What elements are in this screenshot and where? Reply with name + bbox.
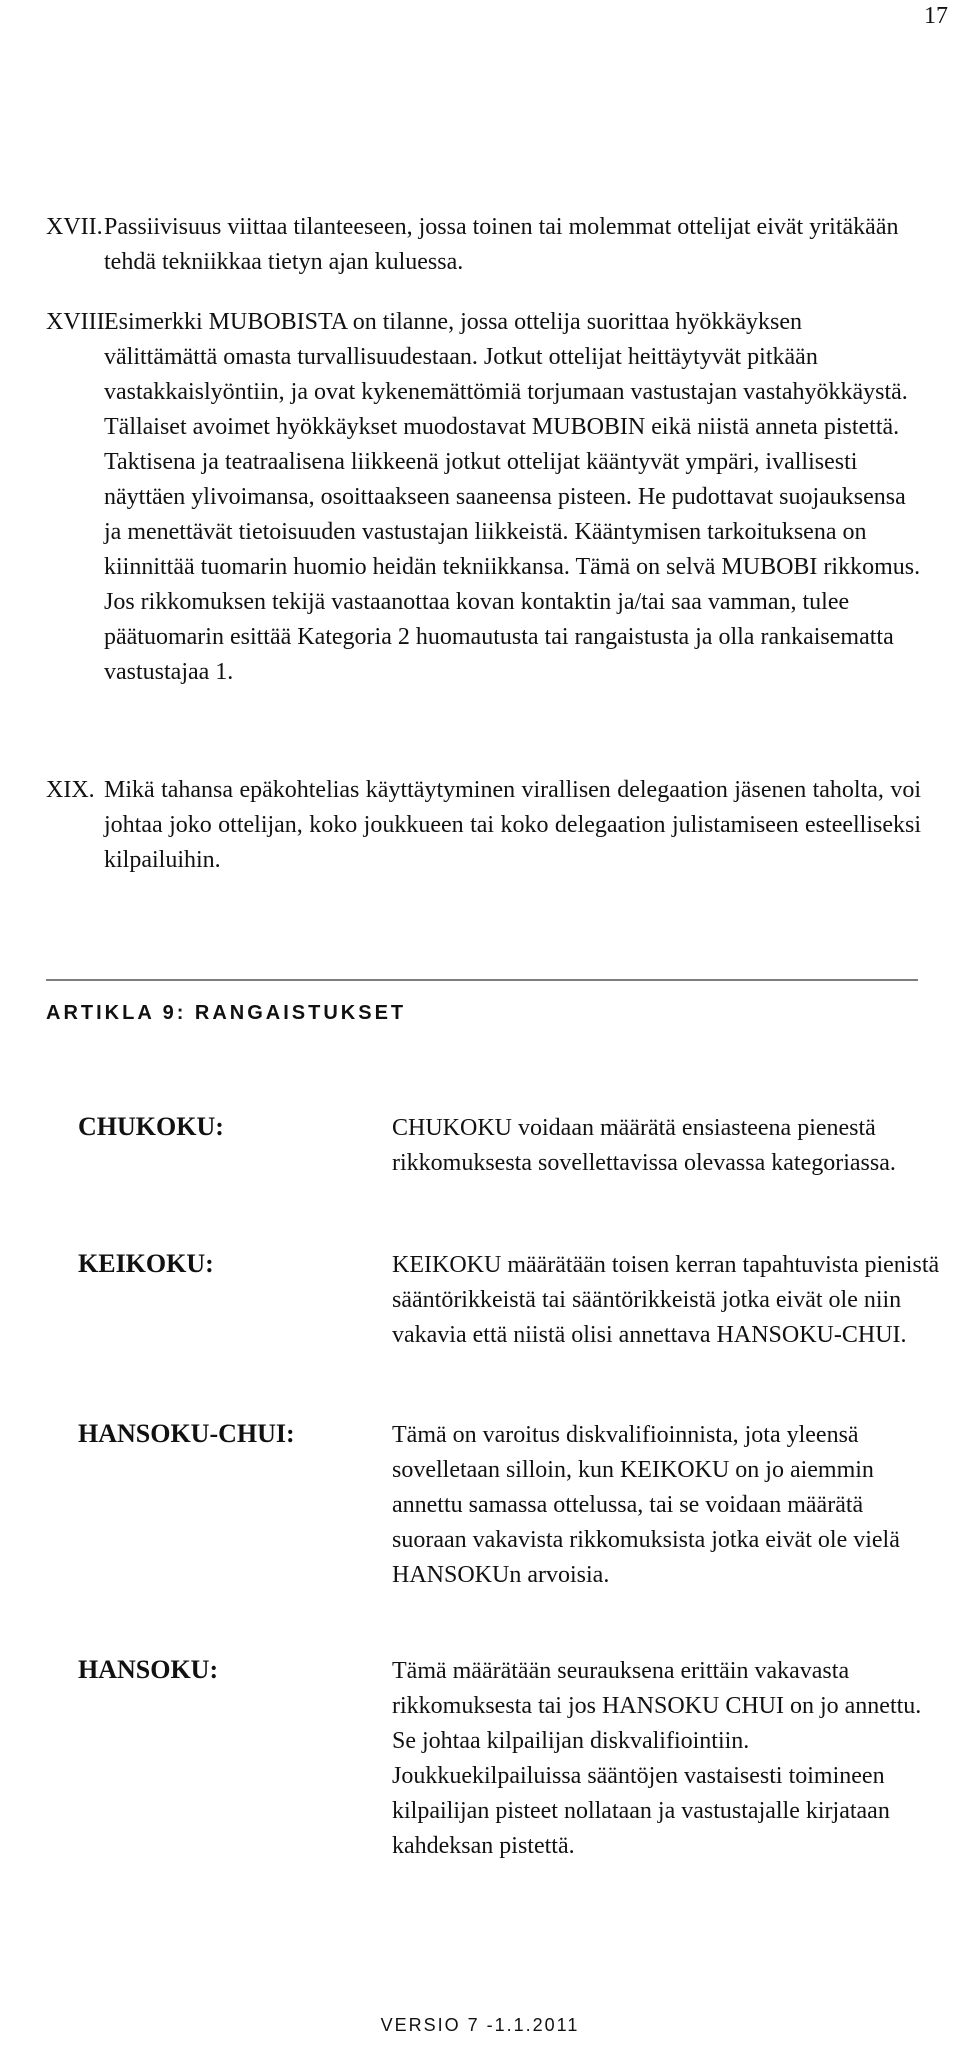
penalty-term-chukoku: CHUKOKU: <box>78 1112 224 1141</box>
penalty-description-chukoku: CHUKOKU voidaan määrätä ensiasteena pienestä rikkomuksesta sovellettavissa olevassa kategoriassa. <box>392 1115 896 1176</box>
rule-item-number: XIX. <box>46 777 95 803</box>
rule-item-number: XVIII. <box>46 309 111 335</box>
page-footer: VERSIO 7 -1.1.2011 <box>380 2015 580 2035</box>
rule-item-xix <box>46 773 926 878</box>
rule-item-xviii <box>46 305 926 740</box>
article-heading: ARTIKLA 9: RANGAISTUKSET <box>46 1002 407 1024</box>
rule-item-text: Mikä tahansa epäkohtelias käyttäytyminen virallisen delegaation jäsenen taholta, voi johtaa joko ottelijan, koko joukkueen tai koko delegaation julistamiseen esteelliseksi kilpailuihin. <box>104 777 921 873</box>
penalty-term-keikoku: KEIKOKU: <box>78 1249 214 1278</box>
penalty-description-hansoku: Tämä määrätään seurauksena erittäin vakavasta rikkomuksesta tai jos HANSOKU CHUI on jo annettu. Se johtaa kilpailijan diskvalifiointiin. Joukkuekilpailuissa sääntöjen vastaisesti toimineen kilpailijan pisteet nollataan ja vastustajalle kirjataan kahdeksan pistettä. <box>392 1658 922 1859</box>
penalty-term-hansoku-chui: HANSOKU-CHUI: <box>78 1419 295 1448</box>
rule-item-text: Esimerkki MUBOBISTA on tilanne, jossa ottelija suorittaa hyökkäyksen välittämättä omasta turvallisuudestaan. Jotkut ottelijat heittäytyvät pitkään vastakkaislyöntiin, ja ovat kykenemättömiä torjumaan vastustajan vastahyökkäystä. Tällaiset avoimet hyökkäykset muodostavat MUBOBIN eikä niistä anneta pistettä. Taktisena ja teatraalisena liikkeenä jotkut ottelijat kääntyvät ympäri, ivallisesti näyttäen ylivoimansa, osoittaakseen saaneensa pisteen. He pudottavat suojauksensa ja menettävät tietoisuuden vastustajan liikkeistä. Kääntymisen tarkoituksena on kiinnittää tuomarin huomio heidän tekniikkansa. Tämä on selvä MUBOBI rikkomus. Jos rikkomuksen tekijä vastaanottaa kovan kontaktin ja/tai saa vamman, tulee päätuomarin esittää Kategoria 2 huomautusta tai rangaistusta ja olla rankaisematta vastustajaa 1. <box>104 309 921 685</box>
rule-item-text: Passiivisuus viittaa tilanteeseen, jossa toinen tai molemmat ottelijat eivät yritäkään tehdä tekniikkaa tietyn ajan kuluessa. <box>104 214 899 275</box>
page-number: 17 <box>924 3 948 29</box>
rule-item-number: XVII. <box>46 214 103 240</box>
penalty-term-hansoku: HANSOKU: <box>78 1655 219 1684</box>
penalty-description-keikoku: KEIKOKU määrätään toisen kerran tapahtuvista pienistä sääntörikkeistä tai sääntörikkeistä jotka eivät ole niin vakavia että niistä olisi annettava HANSOKU-CHUI. <box>392 1252 940 1348</box>
rule-item-xvii <box>46 210 926 280</box>
section-divider <box>46 979 918 981</box>
penalty-description-hansoku-chui: Tämä on varoitus diskvalifioinnista, jota yleensä sovelletaan silloin, kun KEIKOKU on jo aiemmin annettu samassa ottelussa, tai se voidaan määrätä suoraan vakavista rikkomuksista jotka eivät ole vielä HANSOKUn arvoisia. <box>392 1422 900 1588</box>
